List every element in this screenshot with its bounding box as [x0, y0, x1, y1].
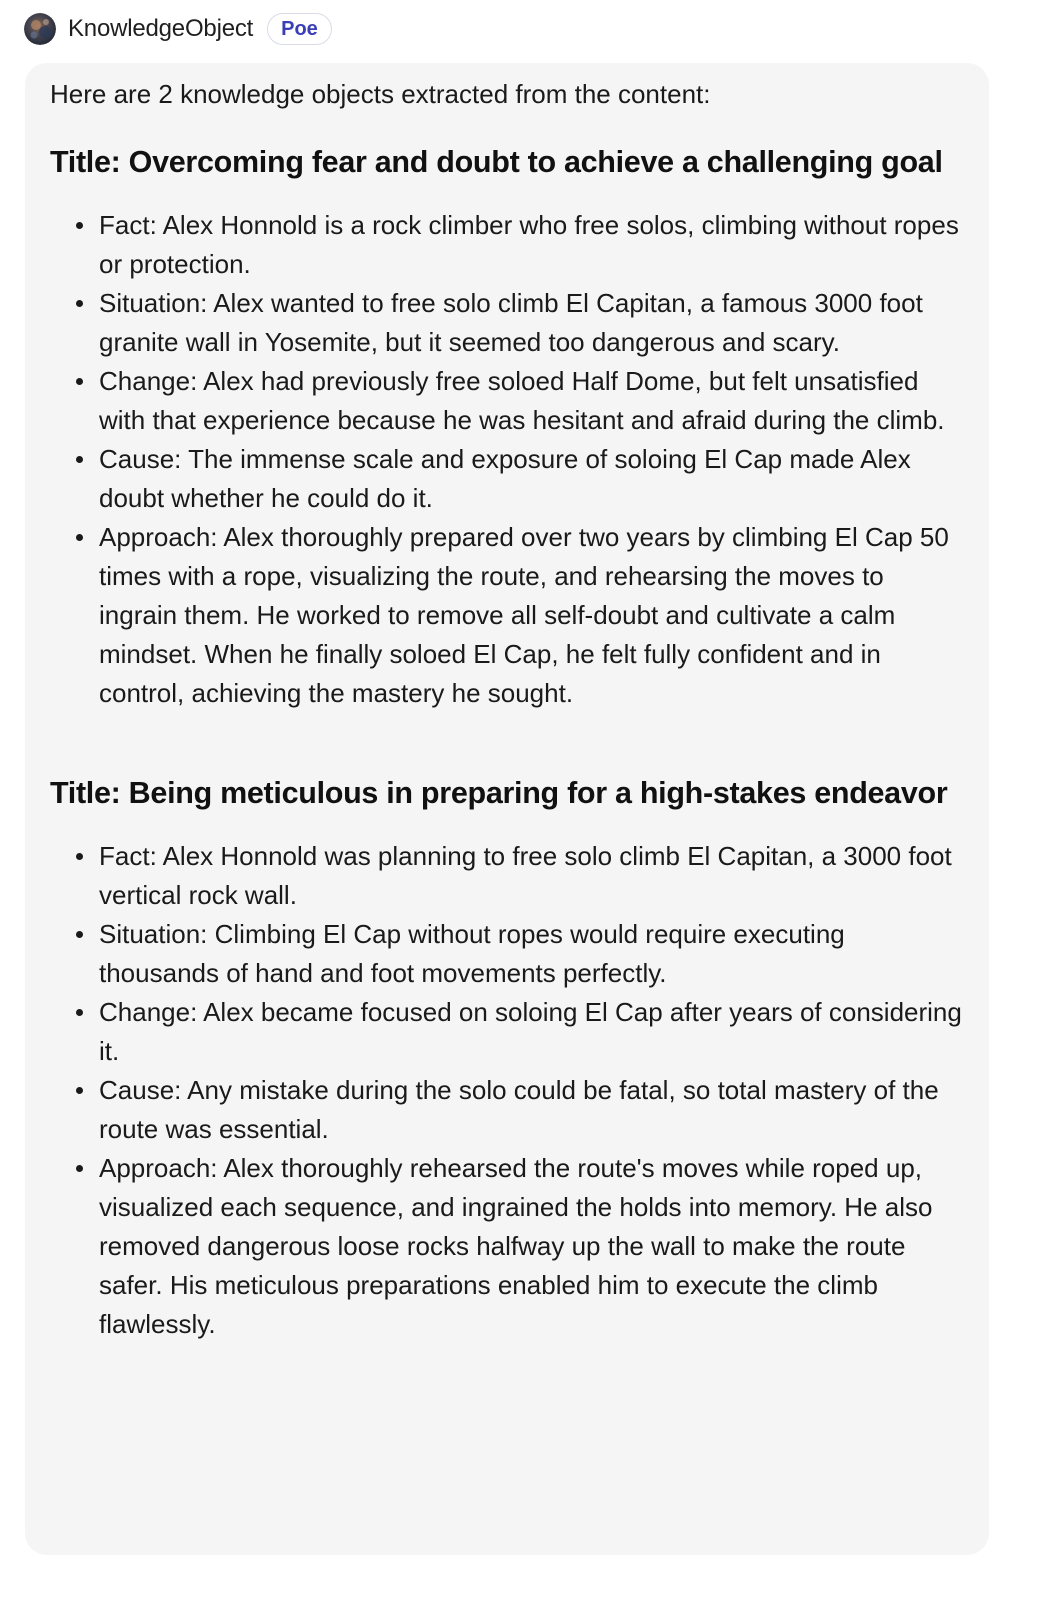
- message-intro: Here are 2 knowledge objects extracted from the content:: [50, 79, 711, 109]
- bot-name[interactable]: KnowledgeObject: [68, 15, 254, 42]
- list-item: Approach: Alex thoroughly prepared over two years by climbing El Cap 50 times with a rope, visualizing the route, and rehearsing the moves to ingrain them. He worked to remove all self-doubt and cultivate a calm mindset. When he finally soloed El Cap, he felt fully confident and in control, achieving the mastery he sought.: [99, 518, 965, 713]
- knowledge-object-title: Title: Being meticulous in preparing for a high-stakes endeavor: [50, 776, 948, 810]
- list-item: Change: Alex had previously free soloed Half Dome, but felt unsatisfied with that experience because he was hesitant and afraid during the climb.: [99, 362, 965, 440]
- list-item: Situation: Alex wanted to free solo climb El Capitan, a famous 3000 foot granite wall in Yosemite, but it seemed too dangerous and scary.: [99, 284, 965, 362]
- message-bubble: [25, 63, 989, 1555]
- bot-avatar-icon[interactable]: [24, 13, 56, 45]
- list-item: Situation: Climbing El Cap without ropes would require executing thousands of hand and foot movements perfectly.: [99, 915, 965, 993]
- poe-badge[interactable]: Poe: [267, 13, 332, 45]
- list-item: Fact: Alex Honnold was planning to free solo climb El Capitan, a 3000 foot vertical rock wall.: [99, 837, 965, 915]
- list-item: Cause: Any mistake during the solo could be fatal, so total mastery of the route was essential.: [99, 1071, 965, 1149]
- list-item: Cause: The immense scale and exposure of soloing El Cap made Alex doubt whether he could do it.: [99, 440, 965, 518]
- bot-header: [24, 12, 332, 46]
- knowledge-object-points: [50, 206, 965, 713]
- list-item: Fact: Alex Honnold is a rock climber who free solos, climbing without ropes or protection.: [99, 206, 965, 284]
- list-item: Change: Alex became focused on soloing El Cap after years of considering it.: [99, 993, 965, 1071]
- list-item: Approach: Alex thoroughly rehearsed the route's moves while roped up, visualized each sequence, and ingrained the holds into memory. He also removed dangerous loose rocks halfway up the wall to make the route safer. His meticulous preparations enabled him to execute the climb flawlessly.: [99, 1149, 965, 1344]
- knowledge-object-title: Title: Overcoming fear and doubt to achieve a challenging goal: [50, 145, 943, 179]
- knowledge-object-points: [50, 837, 965, 1344]
